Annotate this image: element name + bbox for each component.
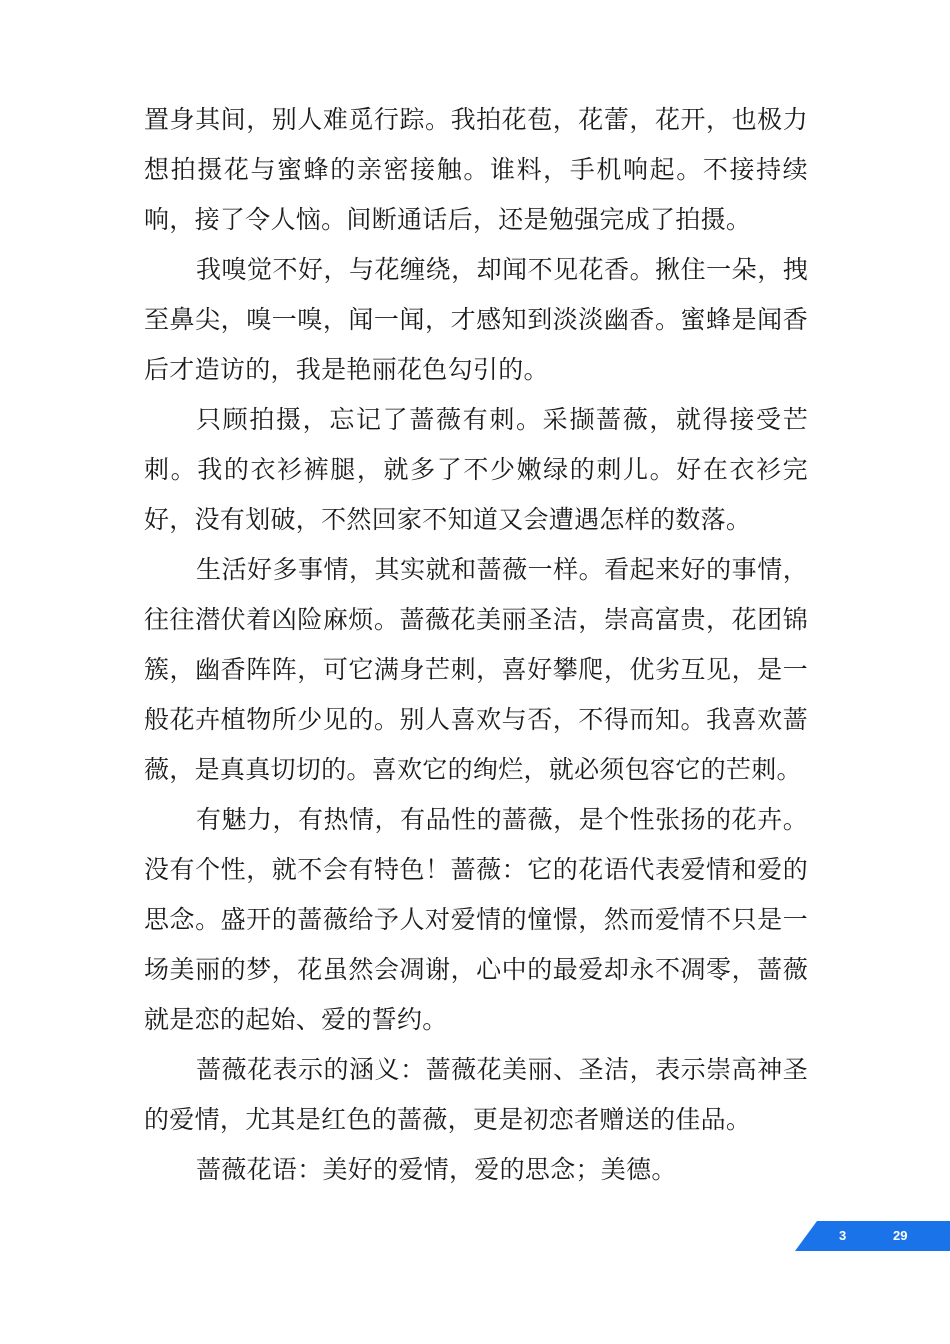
paragraph: 只顾拍摄，忘记了蔷薇有刺。采撷蔷薇，就得接受芒刺。我的衣衫裤腿，就多了不少嫩绿的刺儿。好在衣衫完好，没有划破，不然回家不知道又会遭遇怎样的数落。 xyxy=(144,405,808,534)
paragraph: 我嗅觉不好，与花缠绕，却闻不见花香。揪住一朵，拽至鼻尖，嗅一嗅，闻一闻，才感知到淡淡幽香。蜜蜂是闻香后才造访的，我是艳丽花色勾引的。 xyxy=(144,255,808,384)
page-number-badge xyxy=(795,1221,950,1251)
paragraph: 置身其间，别人难觅行踪。我拍花苞，花蕾，花开，也极力想拍摄花与蜜蜂的亲密接触。谁料，手机响起。不接持续响，接了令人恼。间断通话后，还是勉强完成了拍摄。 xyxy=(144,105,808,234)
current-page-number: 3 xyxy=(839,1228,847,1243)
paragraph: 生活好多事情，其实就和蔷薇一样。看起来好的事情，往往潜伏着凶险麻烦。蔷薇花美丽圣洁，崇高富贵，花团锦簇，幽香阵阵，可它满身芒刺，喜好攀爬，优劣互见，是一般花卉植物所少见的。别人喜欢与否，不得而知。我喜欢蔷薇，是真真切切的。喜欢它的绚烂，就必须包容它的芒刺。 xyxy=(144,555,808,784)
paragraph: 蔷薇花语：美好的爱情，爱的思念；美德。 xyxy=(196,1155,677,1184)
paragraph: 有魅力，有热情，有品性的蔷薇，是个性张扬的花卉。没有个性，就不会有特色！蔷薇：它的花语代表爱情和爱的思念。盛开的蔷薇给予人对爱情的憧憬，然而爱情不只是一场美丽的梦，花虽然会凋谢，心中的最爱却永不凋零，蔷薇就是恋的起始、爱的誓约。 xyxy=(144,805,808,1034)
page-badge-shape xyxy=(795,1221,950,1251)
document-body xyxy=(144,95,808,1195)
total-page-count: 29 xyxy=(893,1228,908,1243)
paragraph: 蔷薇花表示的涵义：蔷薇花美丽、圣洁，表示崇高神圣的爱情，尤其是红色的蔷薇，更是初恋者赠送的佳品。 xyxy=(144,1055,808,1134)
